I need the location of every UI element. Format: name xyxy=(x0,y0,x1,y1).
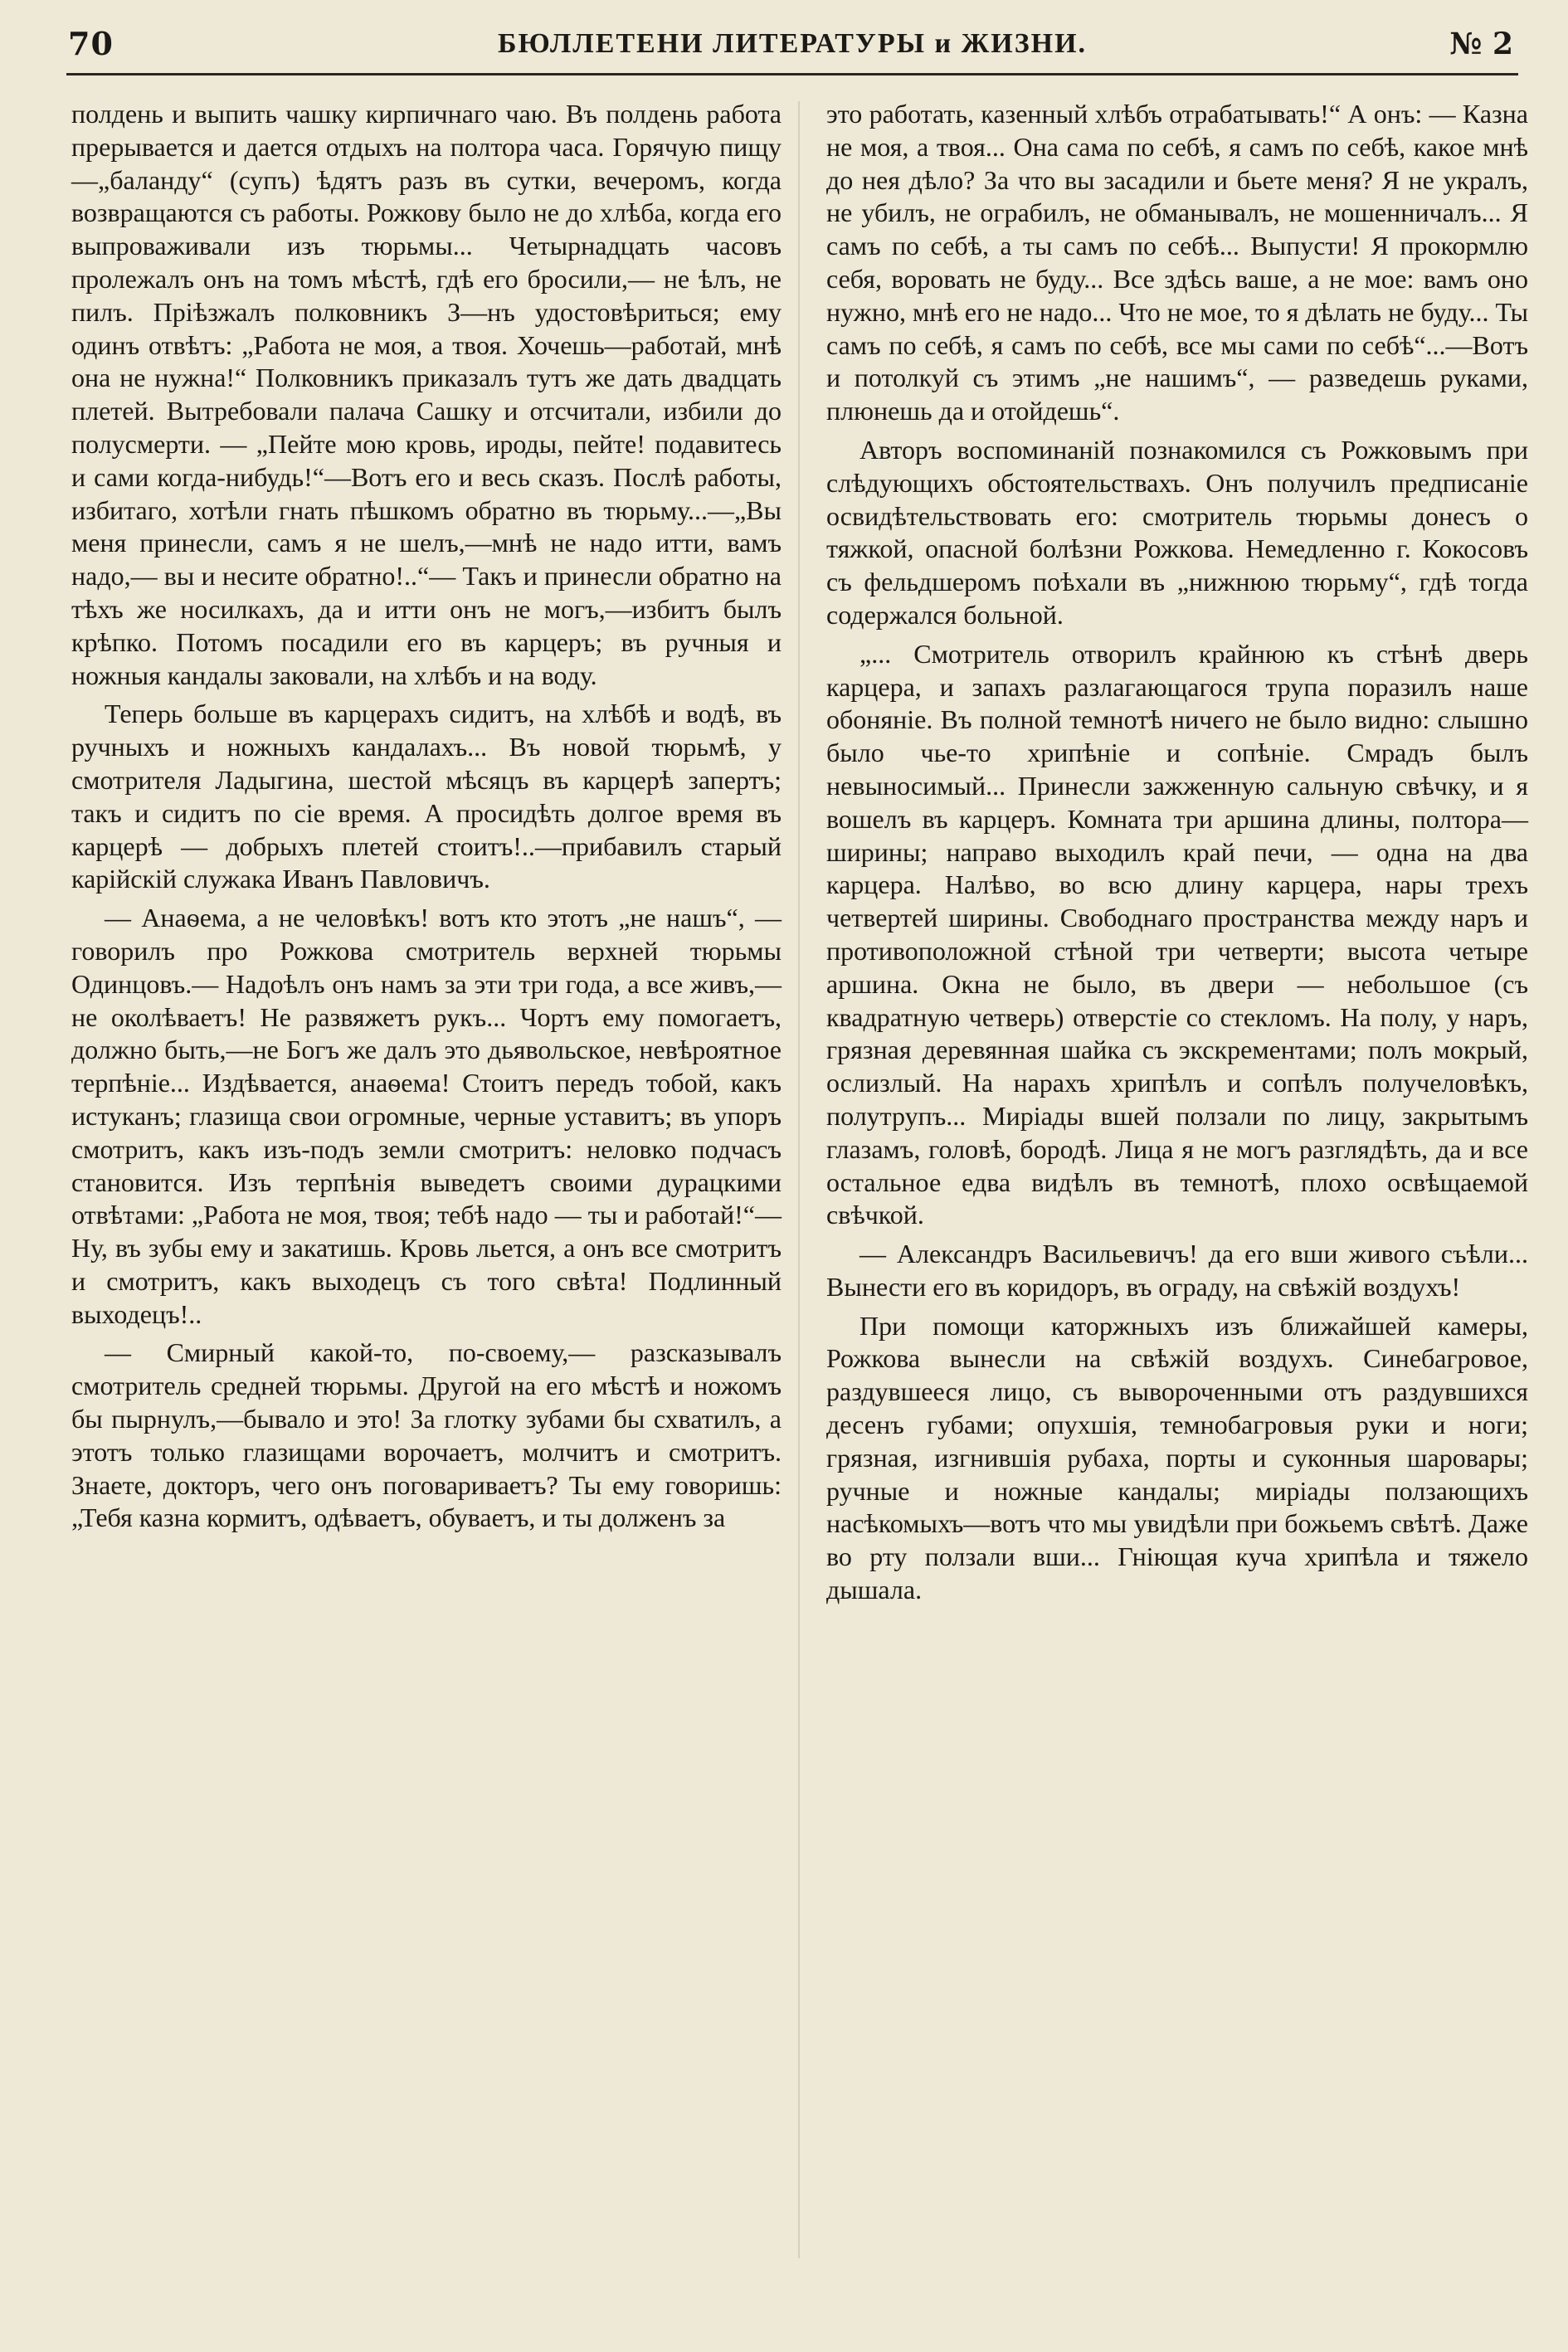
paragraph: — Александръ Васильевичъ! да его вши живого съѣли... Вынести его въ коридоръ, въ ограду, на свѣжій воздухъ! xyxy=(826,1239,1528,1302)
right-column xyxy=(826,98,1528,1607)
paragraph: это работать, казенный хлѣбъ отрабатывать!“ А онъ: — Казна не моя, а твоя... Она сама по себѣ, я самъ по себѣ, какое мнѣ до нея дѣло? За что вы засадили и бьете меня? Я не укралъ, не убилъ, не ограбилъ, не обманывалъ, не мошенничалъ... Я самъ по себѣ, а ты самъ по себѣ... Выпусти! Я прокормлю себя, воровать не буду... Все здѣсь ваше, а не мое: вамъ оно нужно, мнѣ его не надо... Что не мое, то я дѣлать не буду... Ты самъ по себѣ, я самъ по себѣ, все мы сами по себѣ“...—Вотъ и потолкуй съ этимъ „не нашимъ“, — разведешь руками, плюнешь да и отойдешь“. xyxy=(826,99,1528,426)
paragraph: Авторъ воспоминаній познакомился съ Рожковымъ при слѣдующихъ обстоятельствахъ. Онъ получилъ предписаніе освидѣтельствовать его: смотритель тюрьмы донесъ о тяжкой, опасной болѣзни Рожкова. Немедленно г. Кокосовъ съ фельдшеромъ поѣхали въ „нижнюю тюрьму“, гдѣ тогда содержался больной. xyxy=(826,434,1528,630)
paragraph: При помощи каторжныхъ изъ ближайшей камеры, Рожкова вынесли на свѣжій воздухъ. Синебагровое, раздувшееся лицо, съ вывороченными отъ раздувшихся десенъ губами; опухшія, темнобагровыя руки и ноги; грязная, изгнившія рубаха, порты и суконныя шаровары; ручные и ножные кандалы; миріады ползающихъ насѣкомыхъ—вотъ что мы увидѣли при божьемъ свѣтѣ. Даже во рту ползали вши... Гніющая куча хрипѣла и тяжело дышала. xyxy=(826,1310,1528,1605)
column-divider xyxy=(798,101,800,2258)
page-number: 70 xyxy=(68,25,114,62)
paragraph: „... Смотритель отворилъ крайнюю къ стѣнѣ дверь карцера, и запахъ разлагающагося трупа поразилъ наше обоняніе. Въ полной темнотѣ ничего не было видно: слышно было чье-то хрипѣніе и сопѣніе. Смрадъ былъ невыносимый... Принесли зажженную сальную свѣчку, и я вошелъ въ карцеръ. Комната три аршина длины, полтора—ширины; направо выходилъ край печи, — одна на два карцера. Налѣво, во всю длину карцера, нары трехъ четвертей ширины. Свободнаго пространства между наръ и противоположной стѣной три четверти; высота четыре аршина. Окна не было, въ двери — небольшое (съ квадратную четверь) отверстіе со стекломъ. На полу, у наръ, грязная деревянная шайка съ экскрементами; полъ мокрый, ослизлый. На нарахъ хрипѣлъ и сопѣлъ получеловѣкъ, полутрупъ... Миріады вшей ползали по лицу, закрытымъ глазамъ, головѣ, бородѣ. Лица я не могъ разглядѣть, да и все остальное едва видѣлъ въ темнотѣ, плохо освѣщаемой свѣчкой. xyxy=(826,638,1528,1230)
paragraph: Теперь больше въ карцерахъ сидитъ, на хлѣбѣ и водѣ, въ ручныхъ и ножныхъ кандалахъ... Въ новой тюрьмѣ, у смотрителя Ладыгина, шестой мѣсяцъ въ карцерѣ запертъ; такъ и сидитъ по сіе время. А просидѣть долгое время въ карцерѣ — добрыхъ плетей стоитъ!..—прибавилъ старый карійскій служака Иванъ Павловичъ. xyxy=(71,699,782,894)
left-column xyxy=(71,98,782,1535)
page-header xyxy=(66,23,1518,75)
issue-number: № 2 xyxy=(1449,27,1513,61)
running-title: БЮЛЛЕТЕНИ ЛИТЕРАТУРЫ и ЖИЗНИ. xyxy=(497,28,1088,59)
paragraph: полдень и выпить чашку кирпичнаго чаю. Въ полдень работа прерывается и дается отдыхъ на полтора часа. Горячую пищу—„баланду“ (супъ) ѣдятъ разъ въ сутки, вечеромъ, когда возвращаются съ работы. Рожкову было не до хлѣба, когда его выпроваживали изъ тюрьмы... Четырнадцать часовъ пролежалъ онъ на томъ мѣстѣ, гдѣ его бросили,— не ѣлъ, не пилъ. Пріѣзжалъ полковникъ З—нъ удостовѣриться; ему одинъ отвѣтъ: „Работа не моя, а твоя. Хочешь—работай, мнѣ она не нужна!“ Полковникъ приказалъ тутъ же дать двадцать плетей. Вытребовали палача Сашку и отсчитали, избили до полусмерти. — „Пейте мою кровь, ироды, пейте! подавитесь и сами когда-нибудь!“—Вотъ его и весь сказъ. Послѣ работы, избитаго, хотѣли гнать пѣшкомъ обратно въ тюрьму...—„Вы меня принесли, самъ я не шелъ,—мнѣ не надо итти, вамъ надо,— вы и несите обратно!..“— Такъ и принесли обратно на тѣхъ же носилкахъ, да и итти онъ не могъ,—избитъ былъ крѣпко. Потомъ посадили его въ карцеръ; въ ручныя и ножныя кандалы заковали, на хлѣбъ и на воду. xyxy=(71,99,782,690)
paragraph: — Смирный какой-то, по-своему,— разсказывалъ смотритель средней тюрьмы. Другой на его мѣстѣ и ножомъ бы пырнулъ,—бывало и это! За глотку зубами бы схватилъ, а этотъ только глазищами ворочаетъ, молчитъ и смотритъ. Знаете, докторъ, чего онъ поговариваетъ? Ты ему говоришь: „Тебя казна кормитъ, одѣваетъ, обуваетъ, и ты долженъ за xyxy=(71,1337,782,1533)
paragraph: — Анаѳема, а не человѣкъ! вотъ кто этотъ „не нашъ“, — говорилъ про Рожкова смотритель верхней тюрьмы Одинцовъ.— Надоѣлъ онъ намъ за эти три года, а все живъ,—не околѣваетъ! Не развяжетъ рукъ... Чортъ ему помогаетъ, должно быть,—не Богъ же далъ это дьявольское, невѣроятное терпѣніе... Издѣвается, анаѳема! Стоитъ передъ тобой, какъ истуканъ; глазища свои огромные, черные уставитъ; въ упоръ смотритъ, какъ изъ-подъ земли смотритъ: неловко подчасъ становится. Изъ терпѣнія выведетъ своими дурацкими отвѣтами: „Работа не моя, твоя; тебѣ надо — ты и работай!“—Ну, въ зубы ему и закатишь. Кровь льется, а онъ все смотритъ и смотритъ, какъ выходецъ съ того свѣта! Подлинный выходецъ!.. xyxy=(71,903,782,1329)
